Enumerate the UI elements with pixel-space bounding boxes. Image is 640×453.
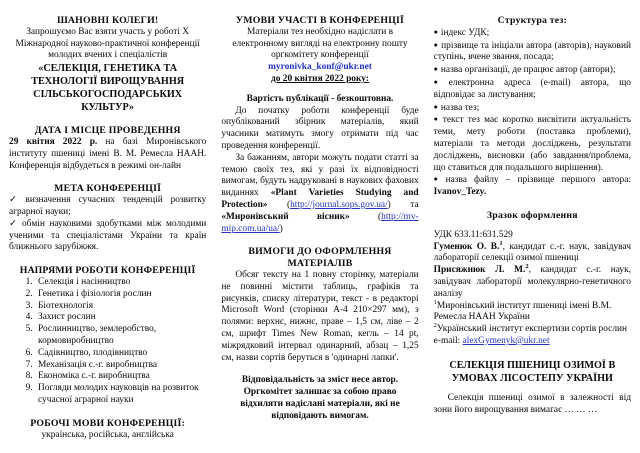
bullet-icon: ● xyxy=(433,77,446,86)
free-publication-notice: Вартість публікації - безкоштовна. xyxy=(246,93,394,104)
bullet-text: назва файлу – прізвище першого автора: xyxy=(445,175,631,186)
conference-email-row xyxy=(221,62,418,74)
deadline-text: до 20 квітня 2022 року: xyxy=(271,73,369,84)
author1-name: Гуменюк О. В. xyxy=(433,241,500,252)
author2-name: Присяжнюк Л. М. xyxy=(433,265,526,276)
direction-item: 9. Погляди молодих науковців на розвиток сучасної аграрної науки xyxy=(35,383,206,407)
structure-bullet xyxy=(434,64,631,77)
date-value: 29 квітня 2022 р. xyxy=(9,136,98,147)
bullet-icon: ● xyxy=(433,65,438,74)
direction-item: 7. Механізація с.-г. виробництва xyxy=(35,360,206,372)
bullet-icon: ● xyxy=(433,40,439,49)
column-participation xyxy=(221,15,418,447)
sample-heading: Зразок оформлення xyxy=(486,209,578,221)
bullet-text: текст тез має коротко висвітити актуальність теми, мету роботи (поставка проблеми), матеріали та методи досліджень, результати досліджень, висновки (або завдання/проблема, що ставиться для подальшого вирішення). xyxy=(433,115,631,173)
goal-item xyxy=(9,195,206,219)
affiliation2-text: Український інститут експертизи сортів рослин xyxy=(436,324,628,335)
check-icon: ✓ xyxy=(9,218,19,229)
conditions-text: Матеріали тез необхідно надіслати в електронному вигляді на електронну пошту оргкомітету конференції xyxy=(232,26,408,61)
goal-item xyxy=(9,219,206,254)
languages-text: українська, російська, англійська xyxy=(41,429,174,440)
abstract-title: СЕЛЕКЦІЯ ПШЕНИЦІ ОЗИМОЇ В УМОВАХ ЛІСОСТЕПУ УКРАЇНИ xyxy=(449,359,616,384)
bullet-icon: ● xyxy=(433,27,438,36)
bullet-text: індекс УДК; xyxy=(440,27,490,38)
direction-item: 4. Захист рослин xyxy=(35,312,206,324)
requirements-heading: ВИМОГИ ДО ОФОРМЛЕННЯ МАТЕРІАЛІВ xyxy=(248,246,392,270)
author-email-row xyxy=(434,336,631,348)
filename-example: Ivanov_Tezy. xyxy=(433,187,487,198)
bullet-text: назва організації, де працює автор (автори); xyxy=(440,65,616,76)
structure-bullet xyxy=(434,77,631,102)
author1-details: , кандидат с.-г. наук, завідувач лабораторії селекції озимої пшениці xyxy=(433,241,631,264)
date-place-heading: ДАТА І МІСЦЕ ПРОВЕДЕННЯ xyxy=(34,125,181,137)
affiliation2 xyxy=(434,324,631,336)
paren: ) та xyxy=(387,199,419,210)
paren: ) xyxy=(279,223,283,234)
direction-item: 8. Економіка с.-г. виробництва xyxy=(35,371,206,383)
date-place-text: на базі Миронівського інституту пшениці імені В. М. Ремесла НААН. Конференція відбудеться в режимі он-лайн xyxy=(9,136,207,171)
structure-bullet xyxy=(434,40,631,65)
conference-title: «СЕЛЕКЦІЯ, ГЕНЕТИКА ТА ТЕХНОЛОГІЇ ВИРОЩУВАННЯ СІЛЬСЬКОГОСПОДАРСЬКИХ КУЛЬТУР» xyxy=(31,63,185,114)
directions-list xyxy=(35,277,206,407)
structure-bullet-filename xyxy=(434,174,631,199)
languages-heading: РОБОЧІ МОВИ КОНФЕРЕНЦІЇ: xyxy=(30,417,186,429)
abstract-text: Селекція пшениці озимої в залежності від зони його вирощування вимагає … … … xyxy=(433,392,631,415)
collection-paragraph: До початку роботи конференції буде опублікований збірник матеріалів, який учасники матимуть змогу отримати під час проведення конференції. xyxy=(221,105,419,151)
column-structure xyxy=(434,15,631,447)
author2-paragraph xyxy=(434,265,631,300)
structure-bullet xyxy=(434,27,631,40)
articles-text: За бажанням, автори можуть подати статті за темою своїх тез, які у разі їх відповідності вимогам, будуть надруковані в наукових фахових виданнях xyxy=(221,152,419,199)
affiliation1-sup: 1 xyxy=(433,298,437,306)
udc-line: УДК 633.11:631.529 xyxy=(433,229,513,240)
articles-paragraph xyxy=(221,153,418,236)
direction-item: 5. Рослинництво, землеробство, кормовиробництво xyxy=(35,324,206,348)
check-icon: ✓ xyxy=(9,195,23,206)
bullet-text: прізвище та ініціали автора (авторів), науковий ступінь, вчене звання, посада; xyxy=(433,40,631,63)
goal-text: обмін науковими здобутками між молодими ученими та спеціалістами України та країн ближнього зарубіжжя. xyxy=(9,218,207,253)
direction-item: 3. Біотехнологія xyxy=(35,301,206,313)
goal-heading: МЕТА КОНФЕРЕНЦІЇ xyxy=(54,183,162,195)
responsibility-notice: Відповідальність за зміст несе автор. Оргкомітет залишає за собою право відхиляти надіслані матеріали, які не відповідають вимогам. xyxy=(240,375,400,421)
paren: ( xyxy=(349,211,382,222)
author2-details: , кандидат с.-г. наук, завідувач лабораторії молекулярно-генетичного аналізу xyxy=(433,265,631,299)
bullet-icon: ● xyxy=(433,175,443,184)
salutation-heading: ШАНОВНІ КОЛЕГИ! xyxy=(56,15,159,26)
bullet-icon: ● xyxy=(433,115,440,124)
affiliation2-sup: 2 xyxy=(433,322,437,329)
direction-item: 1. Селекція і насінництво xyxy=(35,277,206,289)
bullet-text: назва тез; xyxy=(440,102,480,113)
email-label: e-mail: xyxy=(433,335,463,346)
direction-item: 2. Генетика і фізіологія рослин xyxy=(35,289,206,301)
date-place-paragraph xyxy=(9,137,206,172)
paren: ( xyxy=(267,199,291,210)
journal2-link[interactable]: http://mv-mip.com.ua/ua/ xyxy=(221,211,419,234)
goal-text: визначення сучасних тенденцій розвитку аграрної науки; xyxy=(9,195,207,217)
affiliation1-text: Миронівський інститут пшениці імені В.М. Ремесла НААН України xyxy=(433,300,612,323)
invitation-text: Запрошуємо Вас взяти участь у роботі Х Міжнародної науково-практичної конференції молодих вчених і спеціалістів xyxy=(15,26,200,61)
direction-item: 6. Садівництво, плодівництво xyxy=(35,348,206,360)
directions-heading: НАПРЯМИ РОБОТИ КОНФЕРЕНЦІЇ xyxy=(19,265,196,277)
journal2-name: «Миронівський вісник» xyxy=(221,211,350,222)
structure-bullet xyxy=(434,114,631,174)
bullet-text: електронна адреса (e-mail) автора, що відповідає за листування; xyxy=(433,77,631,100)
author-email-link[interactable]: alexGymenyk@ukr.net xyxy=(462,335,550,346)
column-invitation xyxy=(9,15,206,447)
author2-sup: 2 xyxy=(525,263,529,271)
requirements-text: Обсяг тексту на 1 повну сторінку, матеріали не повинні містити таблиць, графіків та рисунків, списку літератури, текст - в редакторі Microsoft Word (сторінки А-4 210×297 мм), з полями: верхнє, нижнє, праве – 1,5 см, ліве – 2 см, шрифт Times New Roman, кегль – 14 pt, міжрядковий інтервал одинарний, абзац – 1,25 см, назви сортів беруться в 'одинарні лапки'. xyxy=(221,269,419,363)
affiliation1 xyxy=(433,298,631,325)
journal1-name: «Plant Varieties Studying and Protection» xyxy=(221,188,419,210)
author1-paragraph xyxy=(433,239,631,266)
conference-email-link[interactable]: myronivka_konf@ukr.net xyxy=(268,62,372,73)
author1-sup: 1 xyxy=(499,239,503,247)
journal1-link[interactable]: http://journal.sops.gov.ua/ xyxy=(290,199,388,210)
conditions-heading: УМОВИ УЧАСТІ В КОНФЕРЕНЦІЇ xyxy=(235,15,405,26)
structure-heading: Структура тез: xyxy=(497,15,567,26)
bullet-icon: ● xyxy=(433,102,438,111)
structure-bullet xyxy=(434,102,631,115)
